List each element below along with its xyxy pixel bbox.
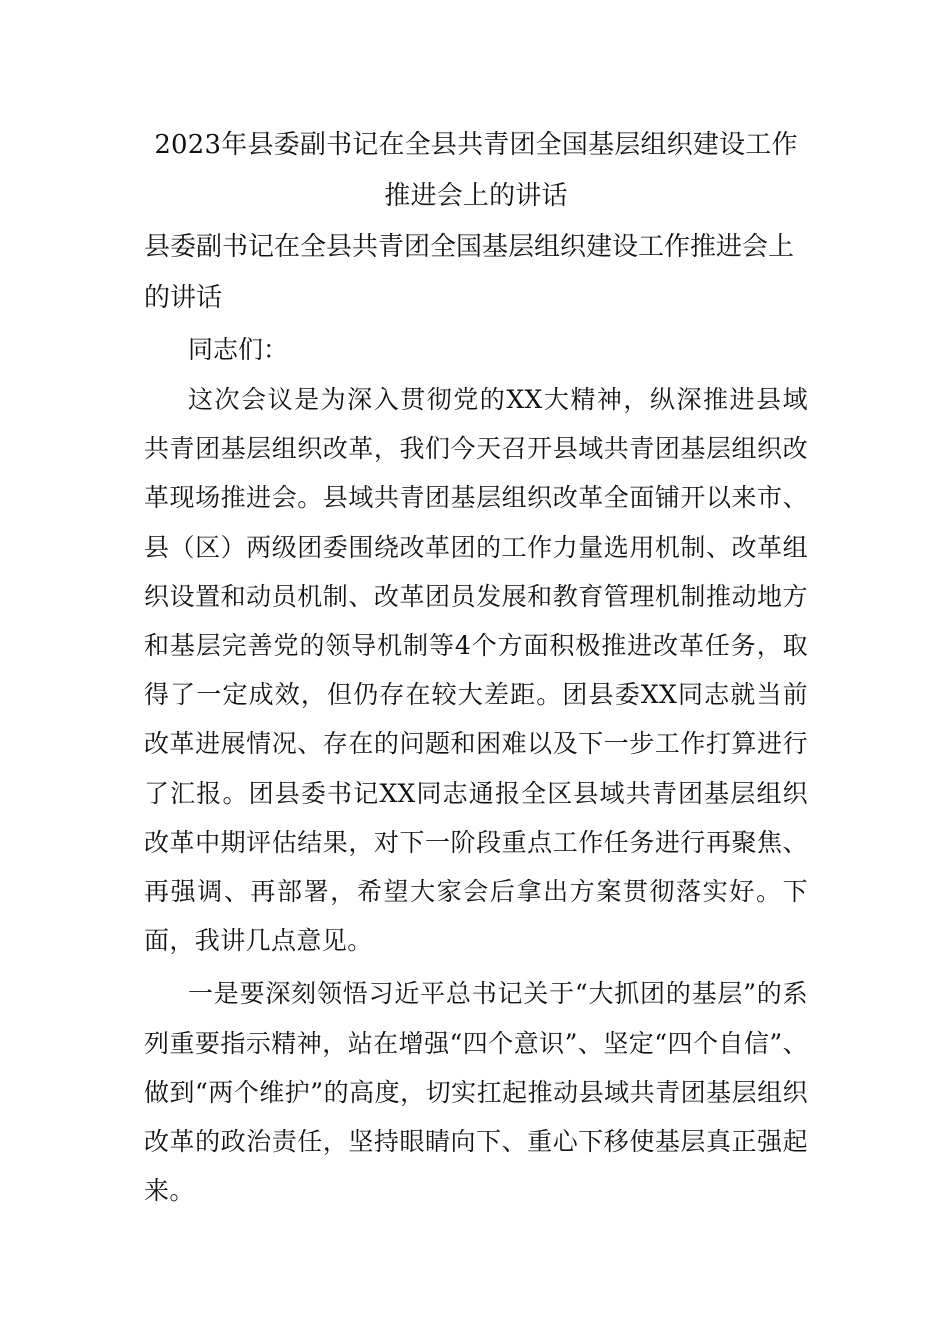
document-page (144, 120, 808, 1215)
greeting: 同志们： (188, 335, 289, 364)
paragraph-intro: 这次会议是为深入贯彻党的XX大精神，纵深推进县域共青团基层组织改革，我们今天召开县域共青团基层组织改革现场推进会。县域共青团基层组织改革全面铺开以来市、县（区）两级团委围绕改革团的工作力量选用机制、改革组织设置和动员机制、改革团员发展和教育管理机制推动地方和基层完善党的领导机制等4个方面积极推进改革任务，取得了一定成效，但仍存在较大差距。团县委XX同志就当前改革进展情况、存在的问题和困难以及下一步工作打算进行了汇报。团县委书记XX同志通报全区县域共青团基层组织改革中期评估结果，对下一阶段重点工作任务进行再聚焦、再强调、再部署，希望大家会后拿出方案贯彻落实好。下面，我讲几点意见。 (144, 385, 808, 956)
paragraph-point-one: 一是要深刻领悟习近平总书记关于“大抓团的基层”的系列重要指示精神，站在增强“四个意识”、坚定“四个自信”、做到“两个维护”的高度，切实扛起推动县域共青团基层组织改革的政治责任，坚持眼睛向下、重心下移使基层真正强起来。 (144, 979, 808, 1206)
document-subtitle: 县委副书记在全县共青团全国基层组织建设工作推进会上的讲话 (144, 232, 795, 313)
document-title: 2023年县委副书记在全县共青团全国基层组织建设工作推进会上的讲话 (154, 130, 798, 211)
